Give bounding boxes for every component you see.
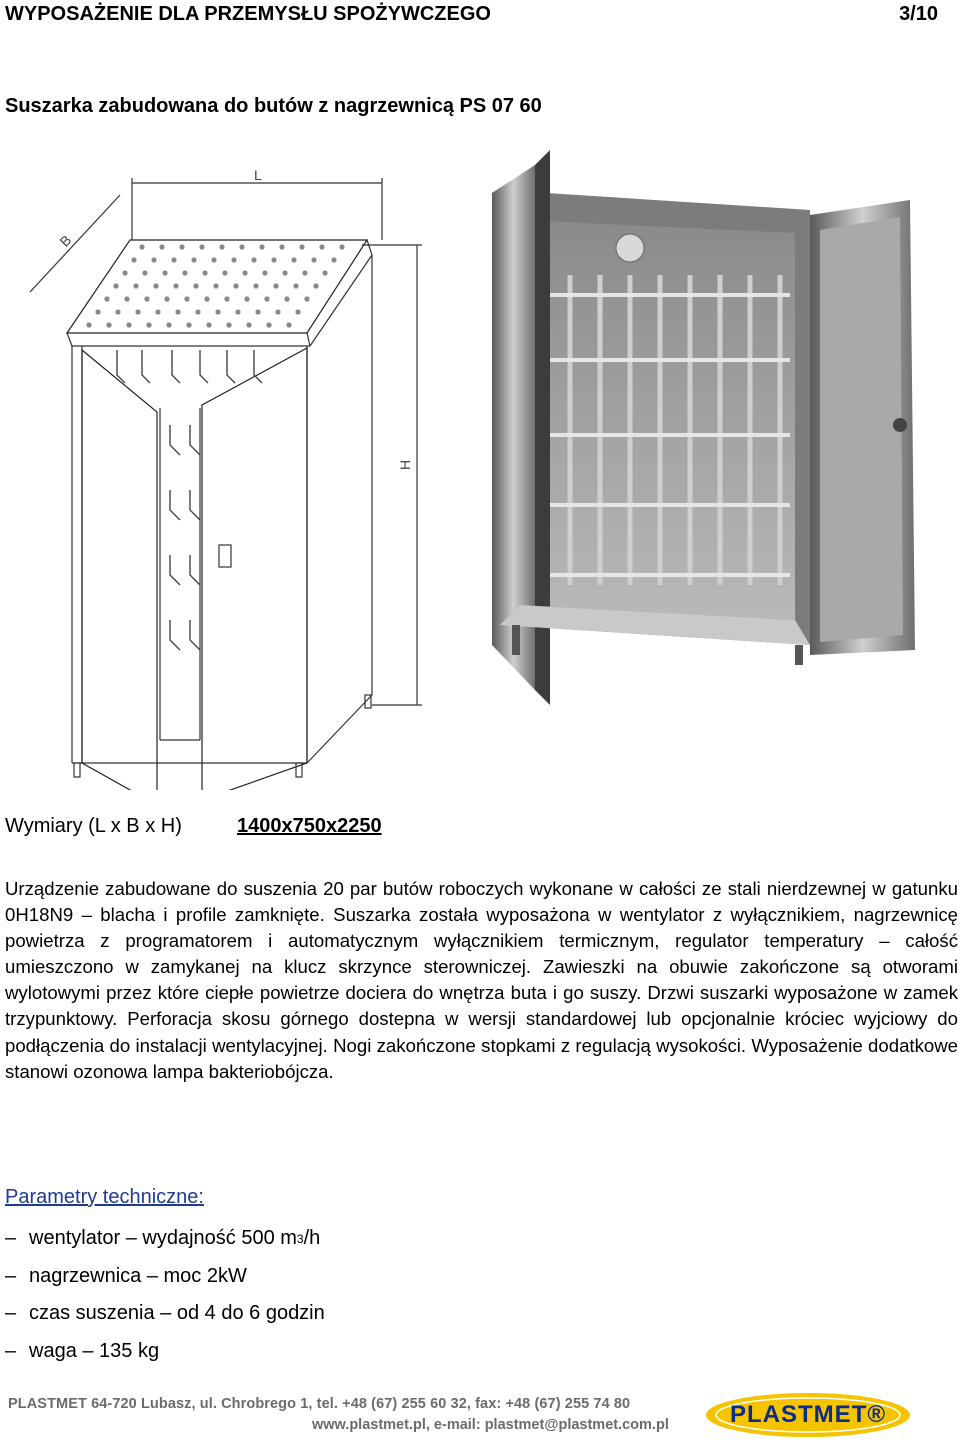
params-list (5, 1220, 325, 1370)
dimensions (5, 815, 382, 838)
params-title: Parametry techniczne: (5, 1186, 204, 1208)
dimension-label-l: L (254, 167, 262, 183)
list-item: – waga – 135 kg (5, 1340, 160, 1363)
dimensions-value: 1400x750x2250 (237, 815, 382, 837)
dimension-label-b: B (56, 231, 75, 250)
list-item: – czas suszenia – od 4 do 6 godzin (5, 1302, 325, 1325)
fan-icon (616, 234, 644, 262)
dimension-line-b (30, 195, 120, 292)
page-number: 3/10 (899, 3, 938, 25)
dimensions-label: Wymiary (L x B x H) (5, 815, 182, 837)
list-item: – wentylator – wydajność 500 m 3 /h (5, 1227, 321, 1250)
product-title: Suszarka zabudowana do butów z nagrzewnicą PS 07 60 (5, 95, 542, 117)
product-photo (490, 145, 930, 710)
footer-contact: www.plastmet.pl, e-mail: plastmet@plastmet.com.pl (312, 1417, 669, 1433)
dimension-label-h: H (397, 459, 413, 470)
logo-text: PLASTMET® (729, 1401, 886, 1428)
footer-address: PLASTMET 64-720 Lubasz, ul. Chrobrego 1, tel. +48 (67) 255 60 32, fax: +48 (67) 255 74 80 (8, 1396, 631, 1412)
door-lock-icon (219, 545, 231, 567)
product-description: Urządzenie zabudowane do suszenia 20 par butów roboczych wykonane w całości ze stali nierdzewnej w gatunku 0H18N9 – blacha i profile zamknięte. Suszarka została wyposażona w wentylator z wyłącznikiem, nagrzewnicę powietrza z programatorem i automatycznym wyłącznikiem termicznym, regulator temperatury – całość umieszczono w zamykanej na klucz skrzynce sterowniczej. Zawieszki na obuwie zakończone są otworami wylotowymi przez które ciepłe powietrze dociera do wnętrza buta i go suszy. Drzwi suszarki wyposażone w zamek trzypunktowy. Perforacja skosu górnego dostepna w wersji standardowej lub opcjonalnie króciec wyjciowy do podłączenia do instalacji wentylacyjnej. Nogi zakończone stopkami z regulacją wysokości. Wyposażenie dodatkowe stanowi ozonowa lampa bakteriobójcza. (5, 878, 958, 1082)
technical-drawing (22, 150, 452, 790)
door-handle-icon (893, 418, 907, 432)
document-header-title: WYPOSAŻENIE DLA PRZEMYSŁU SPOŻYWCZEGO (5, 3, 491, 25)
list-item: – nagrzewnica – moc 2kW (5, 1264, 247, 1287)
